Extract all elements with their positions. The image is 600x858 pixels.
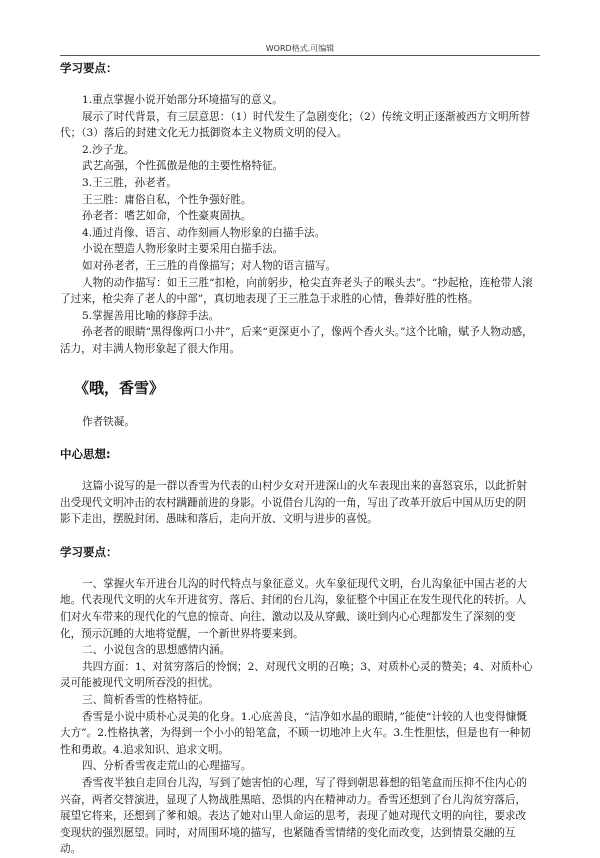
study-point-1: 1.重点掌握小说开始部分环境描写的意义。 [82, 94, 283, 106]
xiangxue-point-4: 四、分析香雪夜走荒山的心理描写。 [82, 760, 252, 773]
study-point-4-detail-a: 小说在塑造人物形象时主要采用白描手法。 [82, 243, 284, 256]
study-point-2-detail: 武艺高强，个性孤傲是他的主要性格特征。 [82, 160, 284, 173]
study-point-3-detail-b: 孙老者：嗜艺如命，个性豪爽固执。 [82, 210, 252, 223]
xiangxue-point-4-detail: 香雪夜半独自走回台儿沟，写到了她害怕的心理，写了得到朝思暮想的铅笔盒而压抑不住内心的兴奋，两者交替演进，显现了人物战胜黑暗、恐惧的内在精神动力。香雪还想到了台儿沟贫穷落后，展望它将来，还想到了爹和娘。表达了她对山里人命运的思考，表现了她对现代文明的向往，要求改变现状的强烈愿望。同时，对周围环境的描写，也紧随香雪情绪的变化而改变，达到情景交融的互动。 [60, 777, 527, 856]
study-point-1-detail: 展示了时代背景，有三层意思：（1）时代发生了急剧变化；（2）传统文明正逐渐被西方文明所替代；（3）落后的封建文化无力抵御资本主义物质文明的侵入。 [60, 110, 530, 140]
xiangxue-point-2-detail: 共四方面：1、对贫穷落后的怜悯；2、对现代文明的召唤；3、对质朴心灵的赞美；4、对质朴心灵可能被现代文明所吞没的担忧。 [60, 660, 533, 690]
study-point-4-detail-b: 如对孙老者，王三胜的肖像描写；对人物的语言描写。 [82, 259, 337, 272]
study-point-4: 4.通过肖像、语言、动作刻画人物形象的白描手法。 [82, 226, 326, 239]
section-heading-study-points: 学习要点： [60, 61, 118, 75]
study-point-3-detail-a: 王三胜：庸俗自私，个性争强好胜。 [82, 193, 252, 206]
xiangxue-point-3: 三、简析香雪的性格特征。 [82, 694, 210, 707]
study-point-2: 2.沙子龙。 [82, 143, 135, 156]
xiangxue-point-3-detail: 香雪是小说中质朴心灵美的化身。1.心底善良，“洁净如水晶的眼睛，”能使“计较的人也变得慷慨大方”。2.性格执著，为得到一个小小的铅笔盒，不顾一切地冲上火车。3.生性胆怯，但是也有一种韧性和勇敢。4.追求知识、追求文明。 [60, 710, 531, 756]
section-heading-study-points-2: 学习要点： [60, 544, 118, 559]
xiangxue-point-2: 二、小说包含的思想感情内涵。 [82, 644, 231, 657]
page-header: WORD格式.可编辑 [265, 44, 335, 53]
study-point-5: 5.掌握善用比喻的修辞手法。 [82, 309, 220, 322]
article-title: 《哦，香雪》 [74, 378, 165, 397]
section-heading-central-idea: 中心思想: [60, 447, 111, 462]
central-idea-text: 这篇小说写的是一群以香雪为代表的山村少女对开进深山的火车表现出来的喜怒哀乐，以此折射出受现代文明冲击的农村蹒跚前进的身影。小说借台儿沟的一角，写出了改革开放后中国从历史的阴影下走出，摆脱封闭、愚昧和落后，走向开放、文明与进步的喜悦。 [60, 480, 527, 526]
study-point-5-detail: 孙老者的眼睛“黑得像两口小井”，后来“更深更小了，像两个香火头。”这个比喻，赋予人物动感，活力，对丰满人物形象起了很大作用。 [60, 326, 533, 355]
xiangxue-point-1: 一、掌握火车开进台儿沟的时代特点与象征意义。火车象征现代文明，台儿沟象征中国古老的大地。代表现代文明的火车开进贫穷、落后、封闭的台儿沟，象征整个中国正在发生现代化的转折。人们对火车带来的现代化的气息的惊奇、向往、激动以及从穿戴、谈吐到内心心理都发生了深刻的变化，预示沉睡的大地将觉醒，一个新世界将要来到。 [60, 577, 527, 640]
study-point-4-detail-c: 人物的动作描写：如王三胜“扣枪，向前躬步，枪尖直奔老头子的喉头去”。“抄起枪，连枪带人滚了过来，枪尖奔了老人的中部”，真切地表现了王三胜急于求胜的心情，鲁莽好胜的性格。 [60, 276, 533, 306]
study-point-3: 3.王三胜，孙老者。 [82, 176, 177, 189]
article-author: 作者铁凝。 [82, 415, 135, 428]
header-divider [60, 55, 540, 56]
document-body [60, 60, 536, 858]
